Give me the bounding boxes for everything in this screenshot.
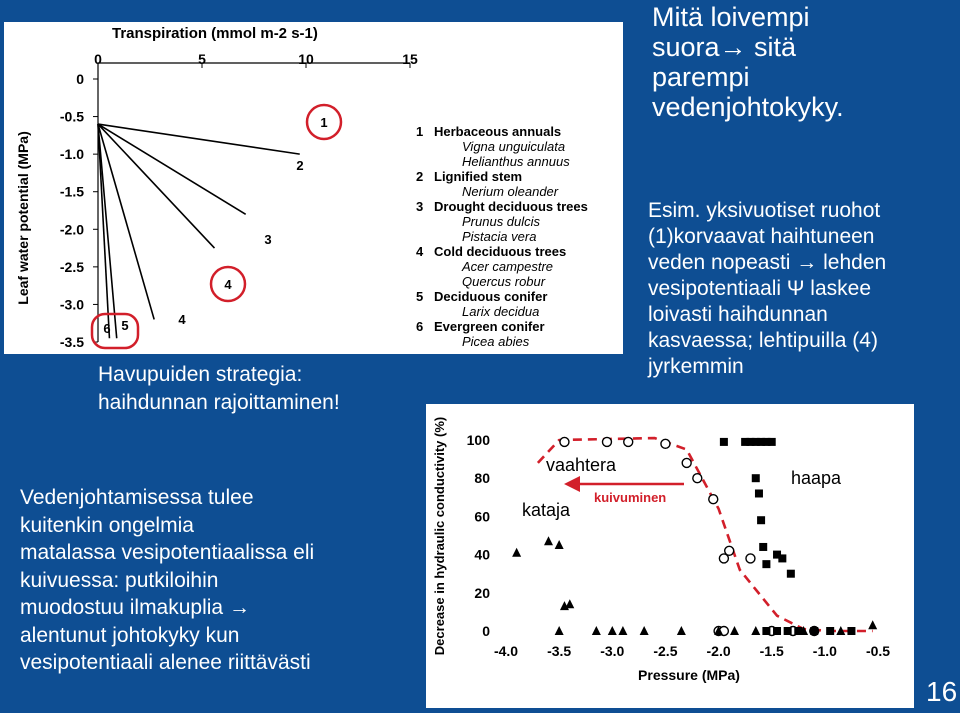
x-tick-label: -3.0 [600,643,625,659]
problem-text [20,484,314,677]
problem-line: vesipotentiaali alenee riittävästi [20,651,311,674]
haapa-point [720,438,728,446]
vaahtera-point [746,554,755,563]
x-tick-label: -1.0 [812,643,837,659]
haapa-point [768,438,776,446]
heading-line: suora→ sitä [652,32,797,62]
haapa-point [784,627,792,635]
y-tick-label: -1.0 [59,146,84,163]
legend-species: Quercus robur [462,274,546,289]
legend-species: Pistacia vera [462,229,537,244]
legend-group: Drought deciduous trees [434,199,588,214]
conductivity-chart [426,404,914,708]
vaahtera-point [709,495,718,504]
y-tick-label: 80 [474,470,490,487]
heading-line: parempi [652,62,750,92]
series-line [98,124,300,154]
y-axis-label: Leaf water potential (MPa) [15,131,31,305]
series-label: 1 [320,115,328,130]
haapa-point [752,474,760,482]
kataja-point [608,626,617,635]
y-tick-label: -2.0 [59,221,84,238]
haapa-point [759,543,767,551]
problem-line: alentunut johtokyky kun [20,623,240,647]
legend-species: Helianthus annuus [462,154,570,169]
vaahtera-point [693,474,702,483]
y-tick-label: 60 [474,508,490,525]
legend-species: Picea abies [462,334,530,349]
kataja-point [751,626,760,635]
maple-label: vaahtera [546,455,617,475]
kataja-point [677,626,686,635]
kataja-point [640,626,649,635]
vaahtera-point [719,554,728,563]
haapa-point [810,627,818,635]
vaahtera-point [602,437,611,446]
haapa-point [762,627,770,635]
series-label: 4 [224,277,232,292]
kataja-point [618,626,627,635]
drying-arrow-label: kuivuminen [594,490,667,505]
legend-species: Acer campestre [462,259,554,274]
legend-number: 4 [416,244,424,259]
drying-arrow-head [564,476,580,492]
haapa-point [787,570,795,578]
legend-group: Lignified stem [434,169,523,184]
kataja-point [868,620,877,629]
x-tick-label: -0.5 [865,643,891,659]
conductivity-chart-panel [426,404,914,708]
legend-number: 6 [416,319,424,334]
kataja-point [555,540,564,549]
kataja-point [512,548,521,557]
x-tick-label: -4.0 [493,643,519,659]
haapa-point [794,627,802,635]
series-label: 6 [103,321,111,336]
series-label: 5 [121,318,129,333]
x-tick-label: 5 [198,51,206,67]
kataja-point [555,626,564,635]
haapa-point [757,516,765,524]
aspen-label: haapa [791,468,842,488]
haapa-point [773,627,781,635]
example-line: (1)korvaavat haihtuneen [648,225,875,248]
y-tick-label: -0.5 [59,108,84,125]
example-line: veden nopeasti → lehden [648,251,887,274]
example-line: vesipotentiaali Ψ laskee [648,277,872,300]
legend-group: Deciduous conifer [434,289,548,304]
x-tick-label: -2.5 [653,643,678,659]
kataja-point [565,599,574,608]
example-line: loivasti haihdunnan [648,303,828,326]
series-label: 3 [264,232,272,247]
example-line: jyrkemmin [648,355,744,378]
x-tick-label: -1.5 [759,643,784,659]
legend-group: Evergreen conifer [434,319,545,334]
conifer-line: haihdunnan rajoittaminen! [98,391,340,414]
chart-title: Transpiration (mmol m-2 s-1) [112,25,318,42]
kataja-point [730,626,739,635]
haapa-point [755,489,763,497]
legend-number: 3 [416,199,424,214]
problem-line: kuitenkin ongelmia [20,513,194,537]
x-tick-label: -3.5 [547,643,572,659]
series-label: 4 [178,312,186,327]
haapa-point [762,560,770,568]
haapa-point [847,627,855,635]
legend-number: 1 [416,124,424,139]
haapa-point [778,554,786,562]
example-text [648,198,886,380]
y-axis-label: Decrease in hydraulic conductivity (%) [432,416,447,656]
legend-number: 2 [416,169,424,184]
legend-species: Larix decidua [462,304,540,319]
y-tick-label: 40 [474,546,490,563]
example-line: Esim. yksivuotiset ruohot [648,199,881,222]
y-tick-label: 100 [466,432,490,448]
y-tick-label: -3.5 [59,334,84,350]
legend-species: Prunus dulcis [462,214,541,229]
problem-line: muodostuu ilmakuplia → [20,596,250,619]
transpiration-chart-panel [4,22,623,354]
conifer-strategy-text [98,361,340,417]
conifer-line: Havupuiden strategia: [98,363,303,386]
pine-label: kataja [522,500,571,520]
x-axis-label: Pressure (MPa) [638,667,740,683]
series-label: 2 [296,158,304,173]
heading-line: vedenjohtokyky. [652,92,844,122]
problem-line: matalassa vesipotentiaalissa eli [20,541,315,564]
haapa-point [826,627,834,635]
legend-number: 5 [416,289,424,304]
kataja-point [592,626,601,635]
legend-species: Nerium oleander [462,184,559,199]
y-tick-label: 0 [482,623,490,639]
y-tick-label: -1.5 [59,183,84,200]
heading-line: Mitä loivempi [652,2,810,32]
transpiration-chart [4,22,623,354]
y-tick-label: 0 [76,71,84,87]
legend-group: Herbaceous annuals [434,124,562,139]
vaahtera-point [682,458,691,467]
y-tick-label: -3.0 [59,296,84,313]
legend-species: Vigna unguiculata [462,139,566,154]
x-tick-label: 15 [402,51,418,67]
problem-line: kuivuessa: putkiloihin [20,568,219,592]
example-line: kasvaessa; lehtipuilla (4) [648,329,878,352]
x-tick-label: 0 [94,51,102,67]
x-tick-label: -2.0 [706,643,731,659]
vaahtera-point [624,437,633,446]
y-tick-label: 20 [474,584,490,601]
x-tick-label: 10 [298,51,314,67]
problem-line: Vedenjohtamisessa tulee [20,486,254,509]
kataja-point [544,536,553,545]
legend-group: Cold deciduous trees [434,244,567,259]
heading-text [652,2,844,122]
vaahtera-point [661,439,670,448]
vaahtera-point [560,437,569,446]
y-tick-label: -2.5 [59,258,84,275]
page-number: 16 [926,676,958,707]
